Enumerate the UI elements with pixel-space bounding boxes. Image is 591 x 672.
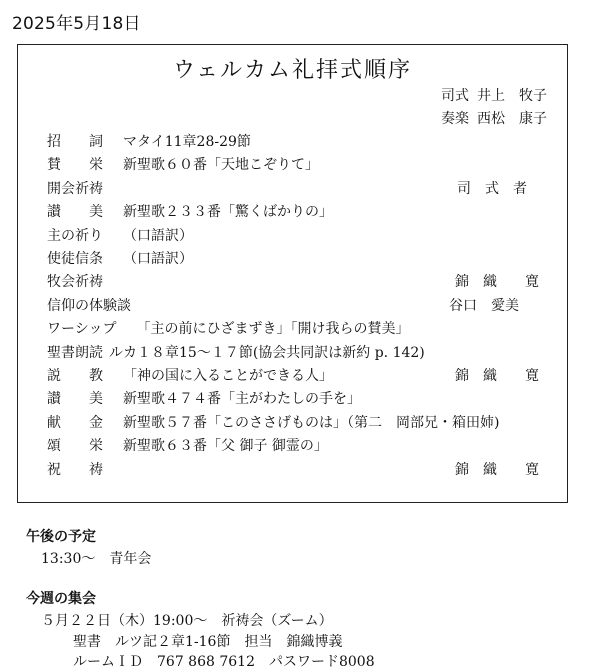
item-label: 讃 美 — [47, 391, 103, 407]
order-item — [47, 225, 193, 245]
order-item — [47, 318, 409, 338]
order-item — [47, 435, 328, 455]
item-label: 開会祈祷 — [47, 181, 103, 197]
item-content: 「神の国に入ることができる人」 — [123, 368, 333, 384]
item-label: 招 詞 — [47, 134, 103, 150]
item-label: 説 教 — [47, 368, 103, 384]
service-order-box — [17, 44, 568, 503]
weekly-line: ５月２２日（木）19:00～ 祈祷会（ズーム） — [41, 613, 333, 629]
item-label: 信仰の体験談 — [47, 298, 131, 314]
item-label: 献 金 — [47, 415, 103, 431]
item-person: 錦 織 寛 — [455, 274, 539, 290]
item-person: 谷口 愛美 — [449, 298, 519, 314]
staff-name: 西松 康子 — [477, 111, 547, 127]
order-item — [47, 178, 537, 198]
weekly-line: 聖書 ルツ記２章1-16節 担当 錦織博義 — [73, 634, 343, 650]
item-label: 主の祈り — [47, 228, 103, 244]
item-label: 牧会祈祷 — [47, 274, 103, 290]
item-label: 讃 美 — [47, 204, 103, 220]
item-label: 賛 栄 — [47, 157, 103, 173]
item-label: 頌 栄 — [47, 438, 103, 454]
item-person: 錦 織 寛 — [455, 368, 539, 384]
order-item — [47, 412, 499, 432]
order-item — [47, 365, 537, 385]
order-title: ウェルカム礼拝式順序 — [172, 58, 413, 83]
staff-role: 奏楽 — [441, 111, 469, 127]
order-item — [47, 388, 361, 408]
afternoon-heading: 午後の予定 — [26, 529, 96, 545]
item-label: 聖書朗読 — [47, 345, 103, 361]
order-item — [47, 295, 537, 315]
item-label: 祝 祷 — [47, 462, 103, 478]
item-content: 新聖歌２３３番「驚くばかりの」 — [123, 204, 333, 220]
item-person: 司 式 者 — [457, 181, 527, 197]
item-content: （口語訳） — [123, 228, 193, 244]
afternoon-line: 13:30～ 青年会 — [41, 551, 152, 567]
order-item — [47, 131, 251, 151]
item-content: （口語訳） — [123, 251, 193, 267]
item-content: 新聖歌６０番「天地こぞりて」 — [123, 157, 319, 173]
item-content: 「主の前にひざまずき」「開け我らの賛美」 — [136, 321, 410, 337]
order-item — [47, 271, 537, 291]
order-item — [47, 248, 193, 268]
staff-name: 井上 牧子 — [477, 88, 547, 104]
item-content: 新聖歌４７４番「主がわたしの手を」 — [123, 391, 361, 407]
item-content: 新聖歌５７番「このささげものは」（第二 岡部兄・箱田姉) — [123, 415, 500, 431]
staff-role: 司式 — [441, 88, 469, 104]
service-date: 2025年5月18日 — [12, 14, 141, 34]
order-item — [47, 342, 425, 362]
order-item — [47, 201, 333, 221]
item-person: 錦 織 寛 — [455, 462, 539, 478]
weekly-line: ルームＩＤ 767 868 7612 パスワード8008 — [73, 654, 375, 670]
item-content: ルカ１８章15～１７節(協会共同訳は新約 p. 142) — [109, 345, 425, 361]
item-label: 使徒信条 — [47, 251, 103, 267]
item-content: マタイ11章28-29節 — [123, 134, 251, 150]
order-item — [47, 459, 537, 479]
order-item — [47, 154, 319, 174]
item-label: ワーシップ — [47, 321, 117, 337]
item-content: 新聖歌６３番「父 御子 御霊の」 — [123, 438, 328, 454]
staff-organist — [441, 108, 547, 128]
weekly-heading: 今週の集会 — [26, 591, 96, 607]
staff-presider — [441, 85, 547, 105]
